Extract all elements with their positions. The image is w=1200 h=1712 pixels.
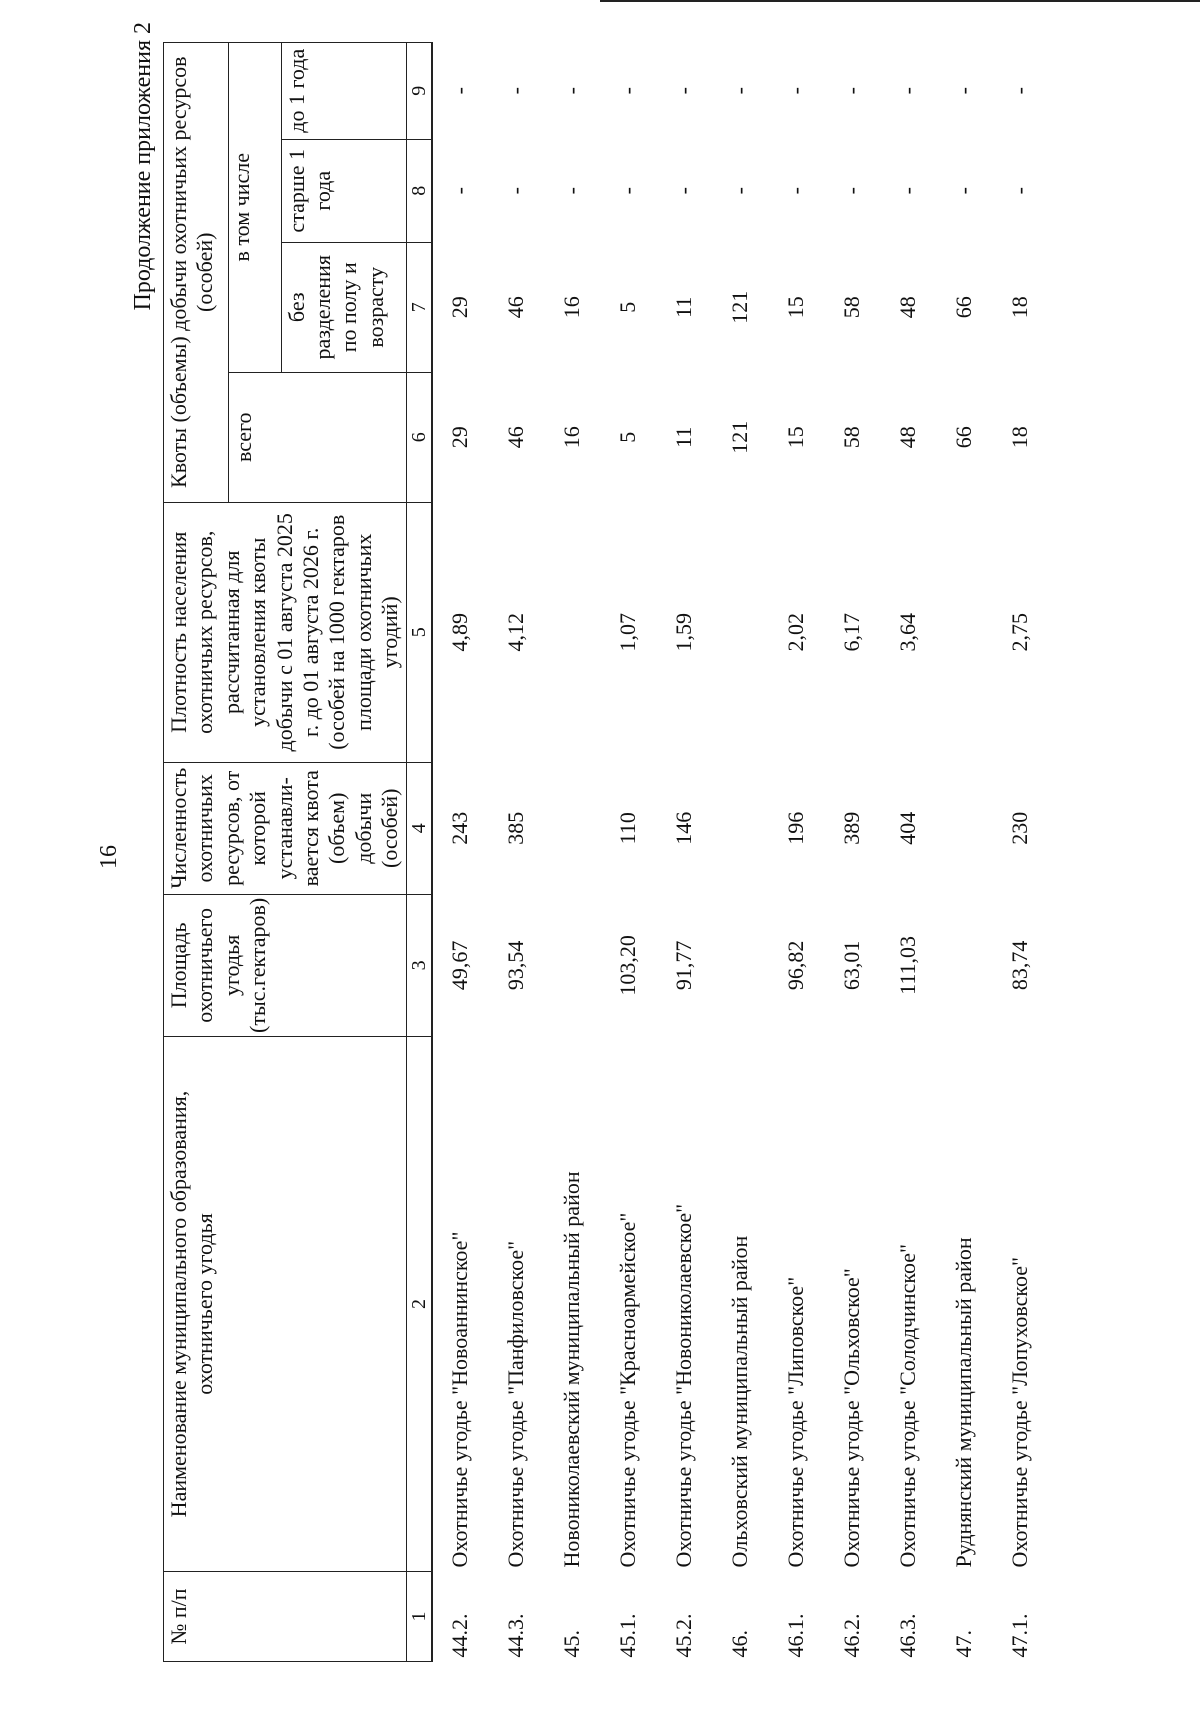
row-area: 49,67 (447, 940, 473, 991)
row-number: 45.1. (615, 1613, 641, 1658)
row-quota-total: 46 (503, 426, 529, 449)
row-quota-no-division: 5 (615, 301, 641, 313)
row-quota-older-1: - (895, 187, 921, 195)
row-quota-no-division: 16 (559, 296, 585, 319)
row-quota-under-1: - (503, 87, 529, 95)
row-quota-older-1: - (951, 187, 977, 195)
col-number: 7 (406, 242, 432, 372)
row-area: 103,20 (615, 935, 641, 996)
row-number: 45. (559, 1630, 585, 1658)
row-name: Охотничье угодье "Красноармейское" (615, 1212, 641, 1568)
quota-table (163, 42, 1049, 1662)
row-quota-total: 18 (1007, 426, 1033, 449)
row-quota-total: 121 (727, 420, 753, 454)
col-number: 6 (406, 372, 432, 502)
col-number: 1 (406, 1572, 432, 1662)
row-quota-older-1: - (839, 187, 865, 195)
row-quota-total: 29 (447, 426, 473, 449)
row-number: 44.3. (503, 1613, 529, 1658)
table-row (545, 42, 601, 1661)
header-including: в том числе (229, 42, 282, 372)
row-quota-under-1: - (951, 87, 977, 95)
row-area: 83,74 (1007, 940, 1033, 991)
row-name: Охотничье угодье "Ольховское" (839, 1268, 865, 1568)
row-quota-under-1: - (895, 87, 921, 95)
row-quota-no-division: 58 (839, 296, 865, 319)
row-quota-no-division: 15 (783, 296, 809, 319)
row-density: 4,12 (503, 613, 529, 652)
row-count: 146 (671, 811, 697, 845)
row-number: 47. (951, 1630, 977, 1658)
row-number: 46.1. (783, 1613, 809, 1658)
table-row (881, 42, 937, 1661)
row-quota-total: 58 (839, 426, 865, 449)
row-density: 1,07 (615, 613, 641, 652)
col-number: 9 (406, 42, 432, 139)
row-quota-under-1: - (783, 87, 809, 95)
row-number: 47.1. (1007, 1613, 1033, 1658)
row-quota-under-1: - (727, 87, 753, 95)
row-quota-no-division: 29 (447, 296, 473, 319)
row-number: 46.2. (839, 1613, 865, 1658)
row-quota-under-1: - (559, 87, 585, 95)
col-number: 4 (406, 762, 432, 894)
row-quota-older-1: - (783, 187, 809, 195)
header-count: Численность охотничьих ресурсов, от которой устанавли- вается квота (объем) добычи (особей) (164, 762, 407, 894)
row-quota-no-division: 66 (951, 296, 977, 319)
row-count: 196 (783, 811, 809, 845)
table-row (713, 42, 769, 1661)
table-row (489, 42, 545, 1661)
row-name: Охотничье угодье "Панфиловское" (503, 1240, 529, 1568)
row-area: 111,03 (895, 935, 921, 995)
table-row (825, 42, 881, 1661)
table-row (432, 42, 489, 1661)
row-number: 44.2. (447, 1613, 473, 1658)
row-quota-no-division: 11 (671, 296, 697, 318)
row-quota-no-division: 121 (727, 290, 753, 324)
row-density (937, 502, 993, 762)
header-no-division: без разделения по полу и возрасту (281, 242, 406, 372)
row-quota-older-1: - (447, 187, 473, 195)
row-quota-total: 11 (671, 426, 697, 448)
row-area: 91,77 (671, 940, 697, 991)
row-area (937, 894, 993, 1036)
header-area: Площадь охотничьего угодья (тыс.гектаров) (164, 894, 407, 1036)
row-area: 96,82 (783, 940, 809, 991)
row-count: 243 (447, 811, 473, 845)
row-number: 46.3. (895, 1613, 921, 1658)
row-count (713, 762, 769, 894)
row-count: 230 (1007, 811, 1033, 845)
header-number: № п/п (164, 1572, 407, 1662)
header-quota-group: Квоты (объемы) добычи охотничьих ресурсов (особей) (164, 42, 229, 502)
row-area: 63,01 (839, 940, 865, 991)
row-number: 45.2. (671, 1613, 697, 1658)
table-row (993, 42, 1049, 1661)
header-older-1: старше 1 года (281, 139, 406, 242)
row-name: Охотничье угодье "Новониколаевское" (671, 1203, 697, 1568)
row-density: 2,75 (1007, 613, 1033, 652)
column-number-row (406, 42, 432, 1661)
row-quota-total: 15 (783, 426, 809, 449)
row-quota-older-1: - (1007, 187, 1033, 195)
appendix-note: Продолжение приложения 2 (130, 22, 156, 311)
row-density: 4,89 (447, 613, 473, 652)
row-count: 389 (839, 811, 865, 845)
row-name: Охотничье угодье "Солодчинское" (895, 1244, 921, 1568)
row-name: Руднянский муниципальный район (951, 1237, 977, 1568)
row-quota-under-1: - (1007, 87, 1033, 95)
row-name: Охотничье угодье "Новоаннинское" (447, 1231, 473, 1568)
row-area (545, 894, 601, 1036)
page-number: 16 (96, 845, 122, 869)
table-row (601, 42, 657, 1661)
col-number: 2 (406, 1037, 432, 1572)
row-quota-under-1: - (447, 87, 473, 95)
row-count: 404 (895, 811, 921, 845)
row-area (713, 894, 769, 1036)
header-under-1: до 1 года (281, 42, 406, 139)
row-density: 2,02 (783, 613, 809, 652)
row-count (545, 762, 601, 894)
row-quota-older-1: - (615, 187, 641, 195)
row-count (937, 762, 993, 894)
row-quota-older-1: - (671, 187, 697, 195)
row-count: 385 (503, 811, 529, 845)
header-total: всего (229, 372, 407, 502)
row-quota-under-1: - (839, 87, 865, 95)
table-row (657, 42, 713, 1661)
row-quota-total: 5 (615, 431, 641, 443)
row-name: Новониколаевский муниципальный район (559, 1171, 585, 1568)
row-density: 3,64 (895, 613, 921, 652)
header-name: Наименование муниципального образования, охотничьего угодья (164, 1037, 407, 1572)
header-density: Плотность населения охотничьих ресурсов, рассчитанная для установления квоты добычи с 01 августа 2025 г. до 01 августа 2026 г. (особей на 1000 гектаров площади охотничьих угодий) (164, 502, 407, 762)
row-quota-total: 66 (951, 426, 977, 449)
row-area: 93,54 (503, 940, 529, 991)
row-density: 1,59 (671, 613, 697, 652)
row-quota-no-division: 48 (895, 296, 921, 319)
col-number: 3 (406, 894, 432, 1036)
row-quota-older-1: - (503, 187, 529, 195)
row-quota-under-1: - (671, 87, 697, 95)
row-quota-older-1: - (559, 187, 585, 195)
row-density: 6,17 (839, 613, 865, 652)
row-density (545, 502, 601, 762)
col-number: 5 (406, 502, 432, 762)
table-row (769, 42, 825, 1661)
table-body (432, 42, 1049, 1661)
row-quota-under-1: - (615, 87, 641, 95)
row-quota-total: 16 (559, 426, 585, 449)
col-number: 8 (406, 139, 432, 242)
row-quota-total: 48 (895, 426, 921, 449)
row-density (713, 502, 769, 762)
row-name: Охотничье угодье "Лопуховское" (1007, 1256, 1033, 1568)
table-row (937, 42, 993, 1661)
row-quota-no-division: 18 (1007, 296, 1033, 319)
row-quota-older-1: - (727, 187, 753, 195)
row-number: 46. (727, 1630, 753, 1658)
row-name: Охотничье угодье "Липовское" (783, 1276, 809, 1568)
row-name: Ольховский муниципальный район (727, 1235, 753, 1568)
row-quota-no-division: 46 (503, 296, 529, 319)
row-count: 110 (615, 812, 641, 845)
